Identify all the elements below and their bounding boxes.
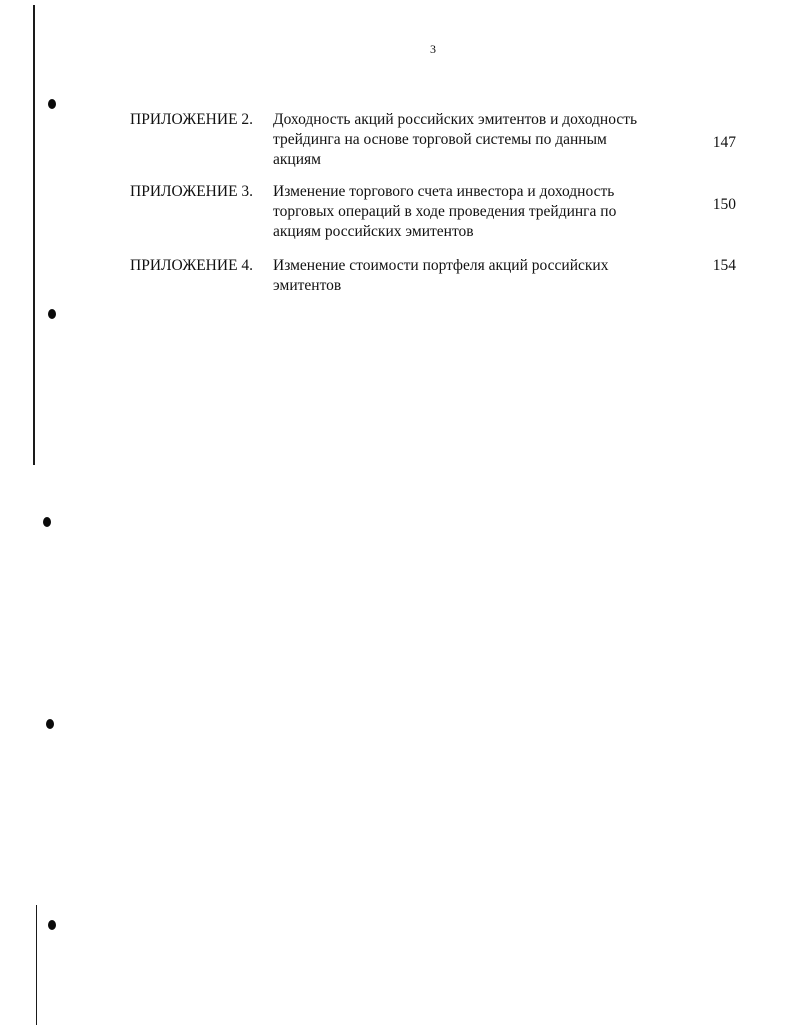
toc-entry-page: 150 bbox=[712, 196, 736, 213]
toc-entry-label: ПРИЛОЖЕНИЕ 2. bbox=[130, 111, 254, 128]
toc-entry-title bbox=[273, 256, 703, 296]
punch-hole-mark bbox=[43, 517, 51, 527]
toc-entry-label: ПРИЛОЖЕНИЕ 3. bbox=[130, 183, 254, 200]
toc-entry bbox=[130, 110, 740, 170]
toc-entry-title bbox=[273, 110, 703, 170]
toc-entry-title bbox=[273, 182, 703, 242]
toc-entry-page: 147 bbox=[712, 134, 736, 151]
page-number: 3 bbox=[430, 42, 436, 56]
toc-entry-title-line: Доходность акций российских эмитентов и доходность bbox=[273, 111, 638, 128]
scan-margin-line-upper bbox=[33, 5, 35, 465]
toc-entry-page: 154 bbox=[712, 257, 736, 274]
toc-entry-title-line: торговых операций в ходе проведения трейдинга по bbox=[273, 203, 617, 220]
toc-entry bbox=[130, 182, 740, 242]
toc-entry-title-line: трейдинга на основе торговой системы по данным bbox=[273, 131, 607, 148]
punch-hole-mark bbox=[48, 309, 56, 319]
toc-entry-title-line: Изменение стоимости портфеля акций российских bbox=[273, 257, 609, 274]
punch-hole-mark bbox=[48, 920, 56, 930]
scan-margin-line-lower bbox=[36, 905, 37, 1025]
punch-hole-mark bbox=[48, 99, 56, 109]
toc-entry-label: ПРИЛОЖЕНИЕ 4. bbox=[130, 257, 254, 274]
toc-entry-title-line: акциям российских эмитентов bbox=[273, 223, 474, 240]
toc-entry-title-line: Изменение торгового счета инвестора и доходность bbox=[273, 183, 615, 200]
toc-entry-title-line: эмитентов bbox=[273, 277, 342, 294]
toc-entry-title-line: акциям bbox=[273, 151, 321, 168]
punch-hole-mark bbox=[46, 719, 54, 729]
toc-entry bbox=[130, 256, 740, 296]
